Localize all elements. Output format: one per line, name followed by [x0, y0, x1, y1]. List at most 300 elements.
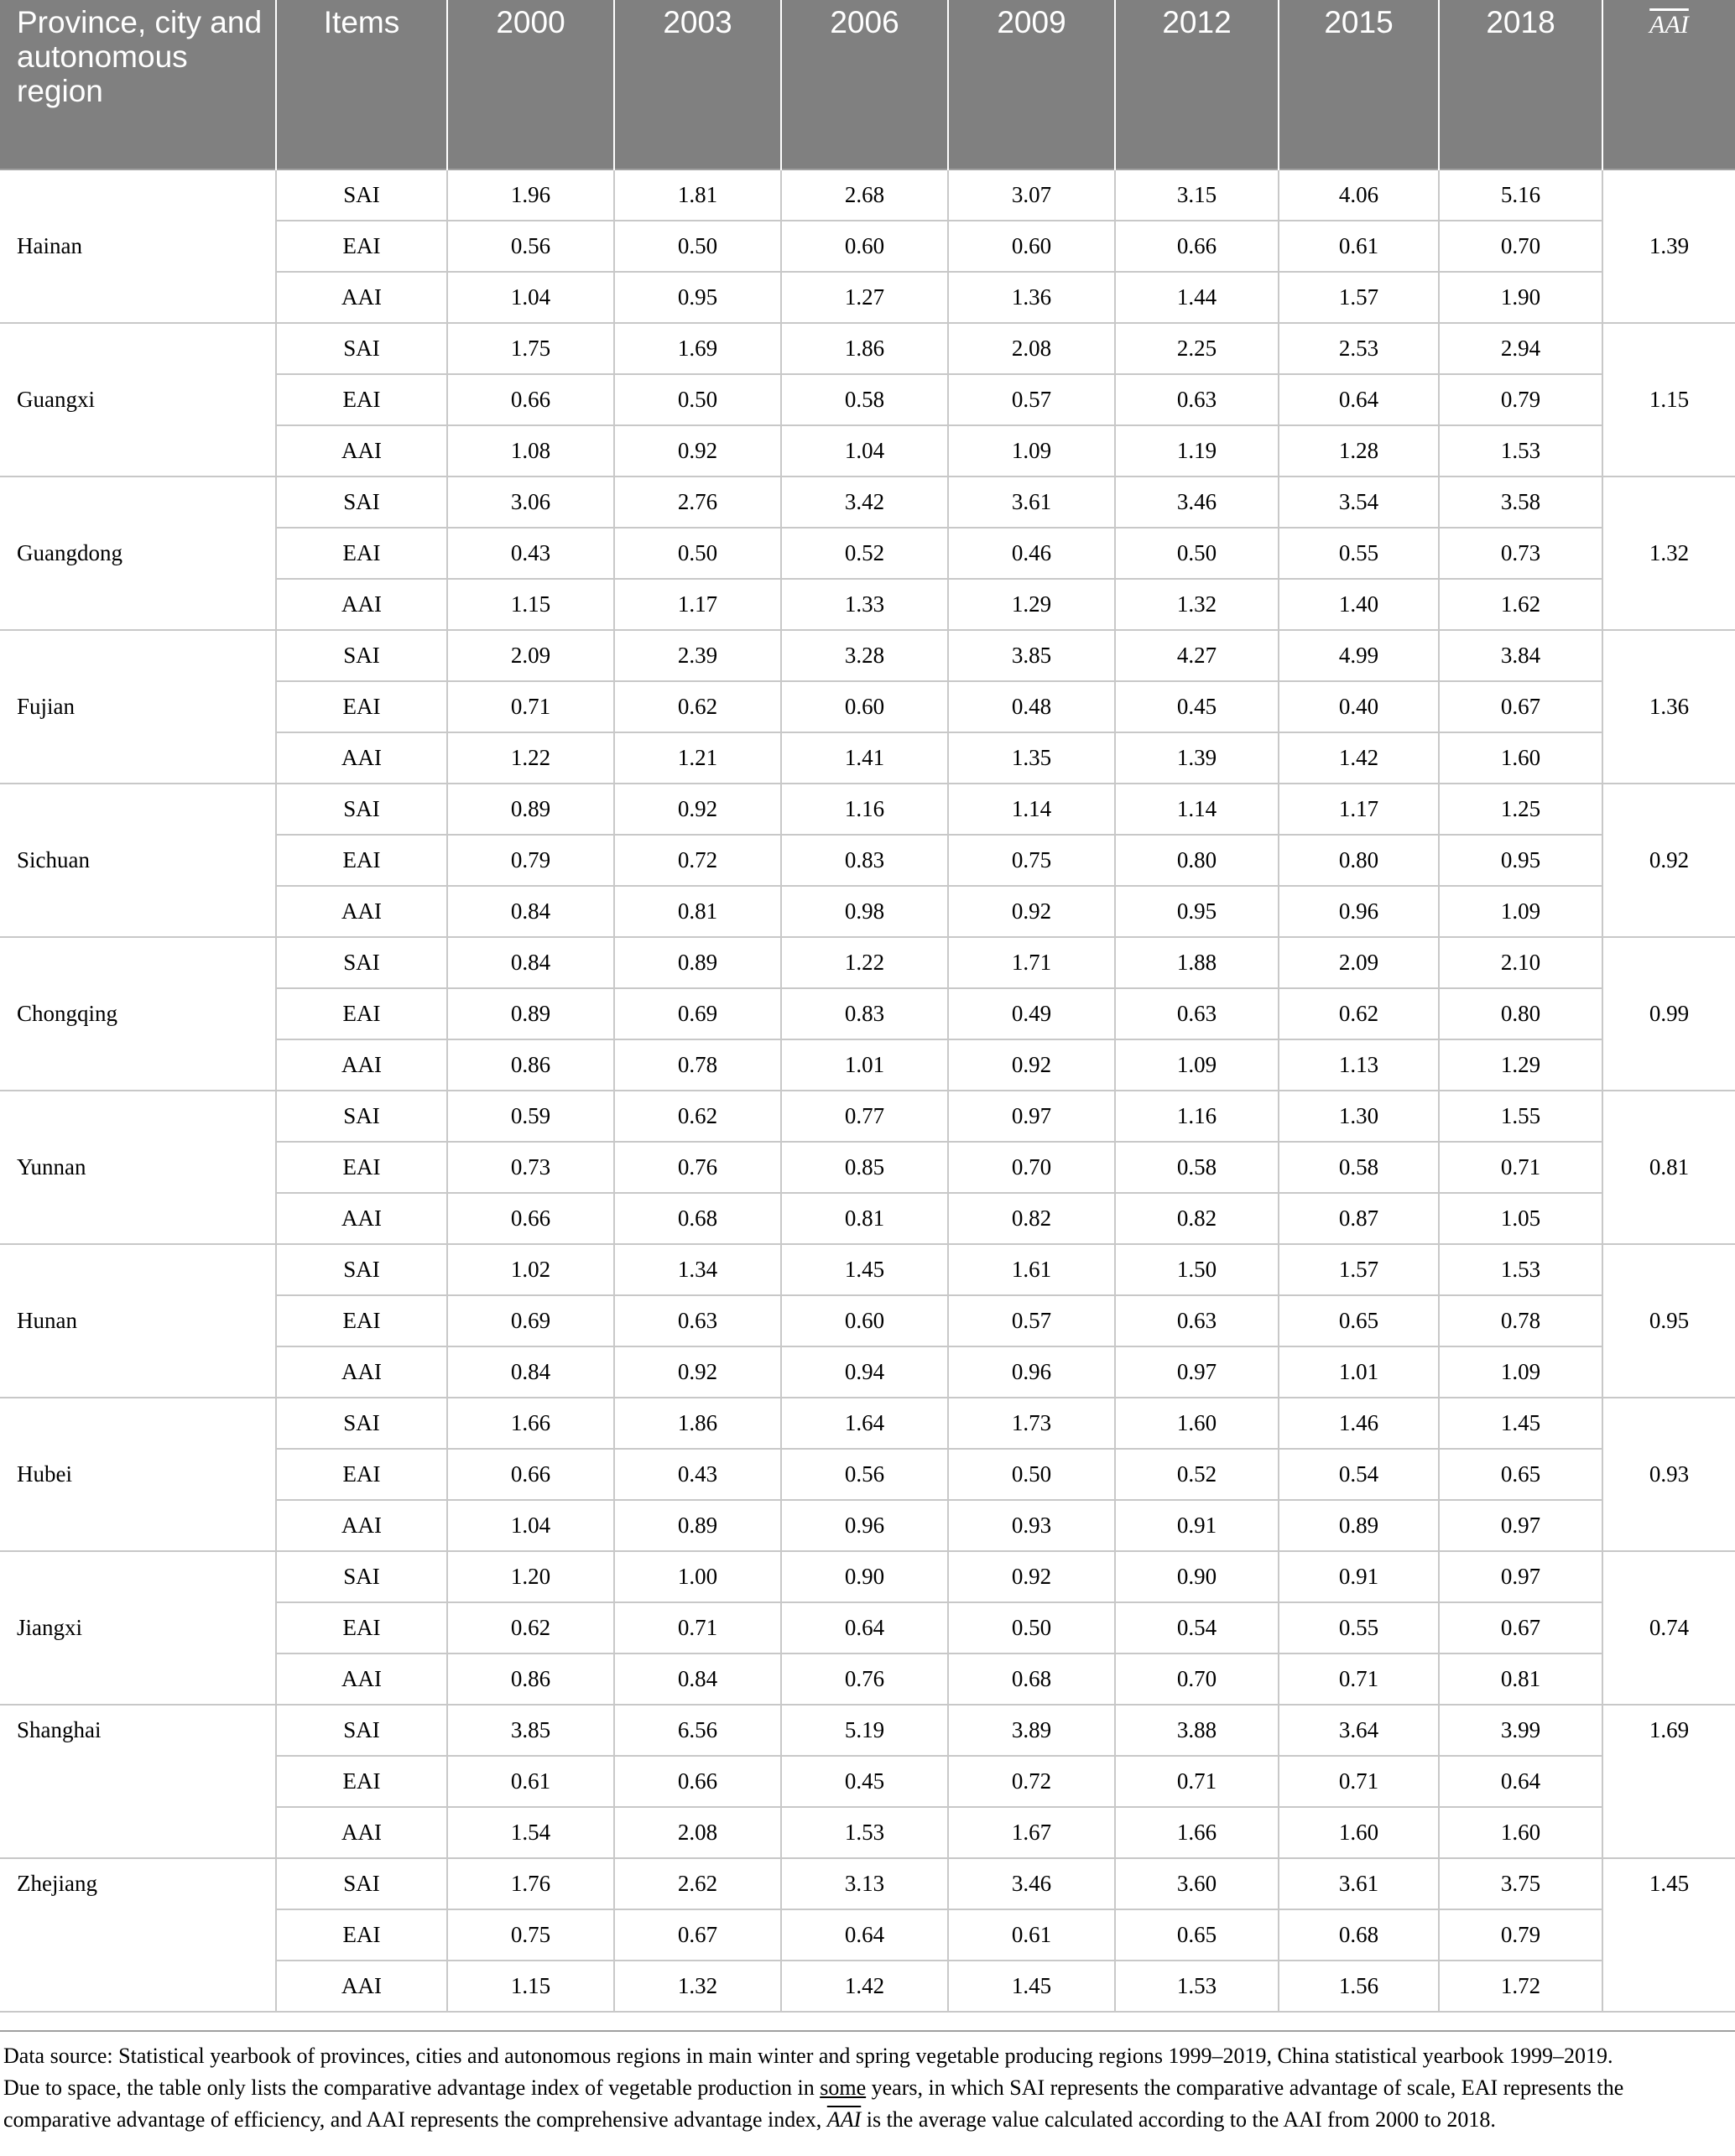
- value-cell: 2.08: [614, 1807, 781, 1858]
- value-cell: 0.64: [781, 1602, 948, 1653]
- value-cell: 0.40: [1279, 681, 1439, 732]
- value-cell: 0.98: [781, 886, 948, 937]
- value-cell: 2.53: [1279, 323, 1439, 374]
- value-cell: 0.67: [1439, 1602, 1602, 1653]
- value-cell: 1.30: [1279, 1091, 1439, 1142]
- avg-aai-value: 1.39: [1602, 169, 1735, 323]
- value-cell: 0.54: [1115, 1602, 1279, 1653]
- value-cell: 1.86: [614, 1398, 781, 1449]
- item-label: EAI: [276, 988, 447, 1039]
- value-cell: 3.85: [948, 630, 1115, 681]
- value-cell: 1.53: [1439, 425, 1602, 477]
- value-cell: 0.90: [781, 1551, 948, 1602]
- value-cell: 0.68: [1279, 1909, 1439, 1961]
- value-cell: 0.62: [614, 1091, 781, 1142]
- value-cell: 1.22: [447, 732, 614, 784]
- value-cell: 1.14: [1115, 784, 1279, 835]
- value-cell: 3.54: [1279, 477, 1439, 528]
- value-cell: 0.72: [948, 1756, 1115, 1807]
- value-cell: 0.58: [781, 374, 948, 425]
- value-cell: 0.69: [614, 988, 781, 1039]
- avg-aai-value: 0.99: [1602, 937, 1735, 1091]
- province-name: Guangxi: [0, 323, 276, 477]
- value-cell: 0.75: [447, 1909, 614, 1961]
- value-cell: 0.65: [1115, 1909, 1279, 1961]
- value-cell: 2.94: [1439, 323, 1602, 374]
- value-cell: 0.50: [948, 1602, 1115, 1653]
- value-cell: 0.78: [1439, 1295, 1602, 1346]
- item-label: SAI: [276, 1551, 447, 1602]
- value-cell: 2.10: [1439, 937, 1602, 988]
- table-row: [0, 1244, 1735, 1295]
- value-cell: 1.32: [1115, 579, 1279, 630]
- value-cell: 1.21: [614, 732, 781, 784]
- value-cell: 1.62: [1439, 579, 1602, 630]
- value-cell: 0.95: [1115, 886, 1279, 937]
- value-cell: 3.84: [1439, 630, 1602, 681]
- value-cell: 0.63: [1115, 1295, 1279, 1346]
- value-cell: 0.95: [1439, 835, 1602, 886]
- value-cell: 0.61: [948, 1909, 1115, 1961]
- value-cell: 0.70: [1439, 221, 1602, 272]
- value-cell: 3.28: [781, 630, 948, 681]
- value-cell: 0.60: [948, 221, 1115, 272]
- value-cell: 0.70: [948, 1142, 1115, 1193]
- value-cell: 1.60: [1279, 1807, 1439, 1858]
- value-cell: 0.43: [614, 1449, 781, 1500]
- value-cell: 1.32: [614, 1961, 781, 2012]
- value-cell: 1.22: [781, 937, 948, 988]
- value-cell: 0.71: [1279, 1653, 1439, 1705]
- value-cell: 1.17: [614, 579, 781, 630]
- value-cell: 3.46: [1115, 477, 1279, 528]
- value-cell: 0.83: [781, 988, 948, 1039]
- value-cell: 0.71: [1115, 1756, 1279, 1807]
- header-year-2015: 2015: [1279, 0, 1439, 169]
- value-cell: 1.34: [614, 1244, 781, 1295]
- value-cell: 0.52: [781, 528, 948, 579]
- value-cell: 0.59: [447, 1091, 614, 1142]
- value-cell: 0.45: [781, 1756, 948, 1807]
- value-cell: 1.71: [948, 937, 1115, 988]
- value-cell: 1.04: [447, 1500, 614, 1551]
- province-name: Jiangxi: [0, 1551, 276, 1705]
- value-cell: 3.60: [1115, 1858, 1279, 1909]
- table-row: [0, 784, 1735, 835]
- value-cell: 1.96: [447, 169, 614, 221]
- value-cell: 3.07: [948, 169, 1115, 221]
- value-cell: 0.85: [781, 1142, 948, 1193]
- value-cell: 1.73: [948, 1398, 1115, 1449]
- value-cell: 0.79: [447, 835, 614, 886]
- value-cell: 0.81: [614, 886, 781, 937]
- table-row: [0, 937, 1735, 988]
- item-label: SAI: [276, 784, 447, 835]
- province-name: Guangdong: [0, 477, 276, 630]
- value-cell: 1.16: [781, 784, 948, 835]
- value-cell: 0.96: [948, 1346, 1115, 1398]
- value-cell: 0.79: [1439, 1909, 1602, 1961]
- value-cell: 0.56: [781, 1449, 948, 1500]
- value-cell: 1.29: [948, 579, 1115, 630]
- value-cell: 0.65: [1439, 1449, 1602, 1500]
- value-cell: 0.50: [948, 1449, 1115, 1500]
- value-cell: 1.09: [1115, 1039, 1279, 1091]
- value-cell: 0.89: [614, 1500, 781, 1551]
- value-cell: 0.92: [948, 1551, 1115, 1602]
- value-cell: 0.71: [1439, 1142, 1602, 1193]
- item-label: EAI: [276, 1602, 447, 1653]
- value-cell: 0.64: [781, 1909, 948, 1961]
- item-label: AAI: [276, 272, 447, 323]
- value-cell: 0.97: [1439, 1551, 1602, 1602]
- item-label: AAI: [276, 425, 447, 477]
- value-cell: 2.09: [447, 630, 614, 681]
- value-cell: 1.14: [948, 784, 1115, 835]
- value-cell: 0.75: [948, 835, 1115, 886]
- value-cell: 0.84: [447, 937, 614, 988]
- value-cell: 1.16: [1115, 1091, 1279, 1142]
- value-cell: 1.75: [447, 323, 614, 374]
- value-cell: 1.19: [1115, 425, 1279, 477]
- value-cell: 1.04: [781, 425, 948, 477]
- item-label: EAI: [276, 1295, 447, 1346]
- value-cell: 0.92: [948, 1039, 1115, 1091]
- province-name: Yunnan: [0, 1091, 276, 1244]
- value-cell: 0.92: [614, 425, 781, 477]
- avg-aai-value: 1.15: [1602, 323, 1735, 477]
- value-cell: 1.05: [1439, 1193, 1602, 1244]
- value-cell: 1.67: [948, 1807, 1115, 1858]
- value-cell: 0.58: [1279, 1142, 1439, 1193]
- item-label: AAI: [276, 579, 447, 630]
- value-cell: 0.62: [614, 681, 781, 732]
- value-cell: 0.50: [614, 374, 781, 425]
- value-cell: 3.42: [781, 477, 948, 528]
- value-cell: 0.91: [1279, 1551, 1439, 1602]
- value-cell: 0.67: [1439, 681, 1602, 732]
- value-cell: 1.41: [781, 732, 948, 784]
- value-cell: 1.60: [1439, 732, 1602, 784]
- value-cell: 1.02: [447, 1244, 614, 1295]
- value-cell: 1.76: [447, 1858, 614, 1909]
- header-avg-aai: [1602, 0, 1735, 169]
- value-cell: 4.99: [1279, 630, 1439, 681]
- value-cell: 3.89: [948, 1705, 1115, 1756]
- value-cell: 3.61: [1279, 1858, 1439, 1909]
- item-label: EAI: [276, 221, 447, 272]
- value-cell: 1.55: [1439, 1091, 1602, 1142]
- avg-aai-value: 1.36: [1602, 630, 1735, 784]
- item-label: SAI: [276, 1858, 447, 1909]
- value-cell: 0.97: [948, 1091, 1115, 1142]
- value-cell: 3.46: [948, 1858, 1115, 1909]
- province-name: Zhejiang: [0, 1858, 276, 2012]
- value-cell: 0.92: [614, 784, 781, 835]
- table-row: [0, 1858, 1735, 1909]
- value-cell: 1.50: [1115, 1244, 1279, 1295]
- value-cell: 1.53: [1115, 1961, 1279, 2012]
- value-cell: 2.25: [1115, 323, 1279, 374]
- value-cell: 1.54: [447, 1807, 614, 1858]
- value-cell: 0.56: [447, 221, 614, 272]
- item-label: EAI: [276, 374, 447, 425]
- table-row: [0, 630, 1735, 681]
- value-cell: 4.27: [1115, 630, 1279, 681]
- value-cell: 0.60: [781, 681, 948, 732]
- footnote-part-a: Due to space, the table only lists the comparative advantage index of vegetable production in: [3, 2075, 821, 2100]
- item-label: SAI: [276, 1244, 447, 1295]
- header-year-2003: 2003: [614, 0, 781, 169]
- value-cell: 0.63: [614, 1295, 781, 1346]
- value-cell: 0.61: [1279, 221, 1439, 272]
- header-year-2006: 2006: [781, 0, 948, 169]
- value-cell: 0.97: [1115, 1346, 1279, 1398]
- value-cell: 0.63: [1115, 988, 1279, 1039]
- value-cell: 0.64: [1279, 374, 1439, 425]
- table-row: [0, 477, 1735, 528]
- value-cell: 1.35: [948, 732, 1115, 784]
- value-cell: 0.78: [614, 1039, 781, 1091]
- item-label: EAI: [276, 835, 447, 886]
- footnote-part-b: years, in which SAI represents the comparative advantage of scale, EAI represents the comparative advantage of efficiency, and AAI represents the comprehensive advantage index,: [3, 2075, 1624, 2132]
- value-cell: 0.50: [614, 528, 781, 579]
- value-cell: 2.08: [948, 323, 1115, 374]
- value-cell: 1.01: [781, 1039, 948, 1091]
- item-label: AAI: [276, 1500, 447, 1551]
- footnote-part-c: is the average value calculated according to the AAI from 2000 to 2018.: [861, 2107, 1496, 2132]
- value-cell: 0.63: [1115, 374, 1279, 425]
- value-cell: 3.85: [447, 1705, 614, 1756]
- header-year-2000: 2000: [447, 0, 614, 169]
- value-cell: 1.28: [1279, 425, 1439, 477]
- item-label: EAI: [276, 1449, 447, 1500]
- table-footnote: [0, 2040, 1715, 2136]
- value-cell: 3.75: [1439, 1858, 1602, 1909]
- value-cell: 0.89: [1279, 1500, 1439, 1551]
- value-cell: 0.80: [1279, 835, 1439, 886]
- value-cell: 5.16: [1439, 169, 1602, 221]
- item-label: EAI: [276, 1756, 447, 1807]
- value-cell: 1.42: [781, 1961, 948, 2012]
- value-cell: 0.86: [447, 1039, 614, 1091]
- value-cell: 1.36: [948, 272, 1115, 323]
- value-cell: 0.84: [447, 1346, 614, 1398]
- value-cell: 0.96: [781, 1500, 948, 1551]
- value-cell: 0.80: [1115, 835, 1279, 886]
- value-cell: 3.88: [1115, 1705, 1279, 1756]
- value-cell: 1.45: [948, 1961, 1115, 2012]
- value-cell: 0.77: [781, 1091, 948, 1142]
- value-cell: 0.69: [447, 1295, 614, 1346]
- item-label: AAI: [276, 1193, 447, 1244]
- value-cell: 1.69: [614, 323, 781, 374]
- value-cell: 0.76: [614, 1142, 781, 1193]
- value-cell: 1.44: [1115, 272, 1279, 323]
- value-cell: 1.66: [447, 1398, 614, 1449]
- value-cell: 2.09: [1279, 937, 1439, 988]
- footnote-avg-symbol: $\overline{AAI}$: [826, 2107, 862, 2132]
- item-label: EAI: [276, 681, 447, 732]
- value-cell: 0.81: [781, 1193, 948, 1244]
- value-cell: 1.42: [1279, 732, 1439, 784]
- value-cell: 0.73: [447, 1142, 614, 1193]
- value-cell: 6.56: [614, 1705, 781, 1756]
- value-cell: 0.66: [447, 1449, 614, 1500]
- item-label: SAI: [276, 1705, 447, 1756]
- value-cell: 0.43: [447, 528, 614, 579]
- value-cell: 0.68: [614, 1193, 781, 1244]
- table-row: [0, 169, 1735, 221]
- value-cell: 0.58: [1115, 1142, 1279, 1193]
- value-cell: 0.71: [1279, 1756, 1439, 1807]
- value-cell: 1.45: [1439, 1398, 1602, 1449]
- table-bottom-rule: [0, 2030, 1735, 2032]
- value-cell: 0.50: [614, 221, 781, 272]
- value-cell: 0.92: [614, 1346, 781, 1398]
- table-body: [0, 169, 1735, 2012]
- avg-aai-value: 1.32: [1602, 477, 1735, 630]
- value-cell: 0.83: [781, 835, 948, 886]
- value-cell: 1.66: [1115, 1807, 1279, 1858]
- value-cell: 1.56: [1279, 1961, 1439, 2012]
- item-label: AAI: [276, 1807, 447, 1858]
- avg-aai-value: 0.92: [1602, 784, 1735, 937]
- value-cell: 0.90: [1115, 1551, 1279, 1602]
- province-name: Chongqing: [0, 937, 276, 1091]
- value-cell: 0.54: [1279, 1449, 1439, 1500]
- value-cell: 1.04: [447, 272, 614, 323]
- item-label: AAI: [276, 732, 447, 784]
- value-cell: 0.89: [447, 784, 614, 835]
- avg-aai-value: 0.74: [1602, 1551, 1735, 1705]
- value-cell: 1.60: [1115, 1398, 1279, 1449]
- value-cell: 1.09: [1439, 1346, 1602, 1398]
- value-cell: 1.17: [1279, 784, 1439, 835]
- item-label: SAI: [276, 323, 447, 374]
- value-cell: 0.61: [447, 1756, 614, 1807]
- value-cell: 0.57: [948, 1295, 1115, 1346]
- value-cell: 2.39: [614, 630, 781, 681]
- value-cell: 0.52: [1115, 1449, 1279, 1500]
- avg-aai-symbol: $\overline{AAI}$: [1649, 11, 1689, 39]
- value-cell: 0.86: [447, 1653, 614, 1705]
- value-cell: 0.84: [614, 1653, 781, 1705]
- value-cell: 3.64: [1279, 1705, 1439, 1756]
- value-cell: 1.64: [781, 1398, 948, 1449]
- value-cell: 0.66: [614, 1756, 781, 1807]
- header-province: Province, city and autonomous region: [0, 0, 276, 169]
- header-year-2012: 2012: [1115, 0, 1279, 169]
- value-cell: 0.60: [781, 1295, 948, 1346]
- table-row: [0, 1551, 1735, 1602]
- avg-aai-value: 0.81: [1602, 1091, 1735, 1244]
- item-label: AAI: [276, 1961, 447, 2012]
- value-cell: 1.25: [1439, 784, 1602, 835]
- footnote-underlined-word: some: [820, 2075, 867, 2100]
- value-cell: 2.68: [781, 169, 948, 221]
- value-cell: 0.68: [948, 1653, 1115, 1705]
- value-cell: 0.91: [1115, 1500, 1279, 1551]
- value-cell: 5.19: [781, 1705, 948, 1756]
- value-cell: 1.60: [1439, 1807, 1602, 1858]
- table-row: [0, 1705, 1735, 1756]
- item-label: SAI: [276, 169, 447, 221]
- item-label: SAI: [276, 477, 447, 528]
- value-cell: 0.81: [1439, 1653, 1602, 1705]
- value-cell: 1.88: [1115, 937, 1279, 988]
- value-cell: 1.81: [614, 169, 781, 221]
- value-cell: 1.61: [948, 1244, 1115, 1295]
- value-cell: 0.60: [781, 221, 948, 272]
- value-cell: 0.50: [1115, 528, 1279, 579]
- value-cell: 1.27: [781, 272, 948, 323]
- province-name: Shanghai: [0, 1705, 276, 1858]
- value-cell: 1.13: [1279, 1039, 1439, 1091]
- value-cell: 0.48: [948, 681, 1115, 732]
- value-cell: 1.45: [781, 1244, 948, 1295]
- value-cell: 0.93: [948, 1500, 1115, 1551]
- value-cell: 0.64: [1439, 1756, 1602, 1807]
- value-cell: 1.57: [1279, 272, 1439, 323]
- footnote-explanation: [3, 2072, 1715, 2136]
- value-cell: 0.66: [447, 374, 614, 425]
- value-cell: 0.72: [614, 835, 781, 886]
- value-cell: 0.97: [1439, 1500, 1602, 1551]
- value-cell: 0.80: [1439, 988, 1602, 1039]
- item-label: AAI: [276, 1653, 447, 1705]
- value-cell: 2.62: [614, 1858, 781, 1909]
- value-cell: 3.15: [1115, 169, 1279, 221]
- value-cell: 1.09: [1439, 886, 1602, 937]
- value-cell: 0.55: [1279, 1602, 1439, 1653]
- value-cell: 0.87: [1279, 1193, 1439, 1244]
- value-cell: 0.66: [447, 1193, 614, 1244]
- value-cell: 1.29: [1439, 1039, 1602, 1091]
- value-cell: 1.33: [781, 579, 948, 630]
- value-cell: 0.89: [447, 988, 614, 1039]
- value-cell: 1.57: [1279, 1244, 1439, 1295]
- value-cell: 1.90: [1439, 272, 1602, 323]
- value-cell: 0.49: [948, 988, 1115, 1039]
- value-cell: 0.45: [1115, 681, 1279, 732]
- value-cell: 0.73: [1439, 528, 1602, 579]
- header-row: [0, 0, 1735, 169]
- value-cell: 2.76: [614, 477, 781, 528]
- province-name: Hubei: [0, 1398, 276, 1551]
- footnote-source: Data source: Statistical yearbook of provinces, cities and autonomous regions in main winter and spring vegetable producing regions 1999–2019, China statistical yearbook 1999–2019.: [3, 2044, 1613, 2068]
- item-label: SAI: [276, 937, 447, 988]
- value-cell: 0.62: [1279, 988, 1439, 1039]
- item-label: SAI: [276, 1398, 447, 1449]
- value-cell: 1.39: [1115, 732, 1279, 784]
- item-label: AAI: [276, 1346, 447, 1398]
- value-cell: 3.99: [1439, 1705, 1602, 1756]
- table-row: [0, 323, 1735, 374]
- avg-aai-value: 1.69: [1602, 1705, 1735, 1858]
- header-items: Items: [276, 0, 447, 169]
- value-cell: 0.65: [1279, 1295, 1439, 1346]
- value-cell: 0.82: [1115, 1193, 1279, 1244]
- value-cell: 0.79: [1439, 374, 1602, 425]
- value-cell: 0.57: [948, 374, 1115, 425]
- value-cell: 3.61: [948, 477, 1115, 528]
- value-cell: 0.62: [447, 1602, 614, 1653]
- value-cell: 3.13: [781, 1858, 948, 1909]
- value-cell: 0.55: [1279, 528, 1439, 579]
- value-cell: 1.00: [614, 1551, 781, 1602]
- value-cell: 0.46: [948, 528, 1115, 579]
